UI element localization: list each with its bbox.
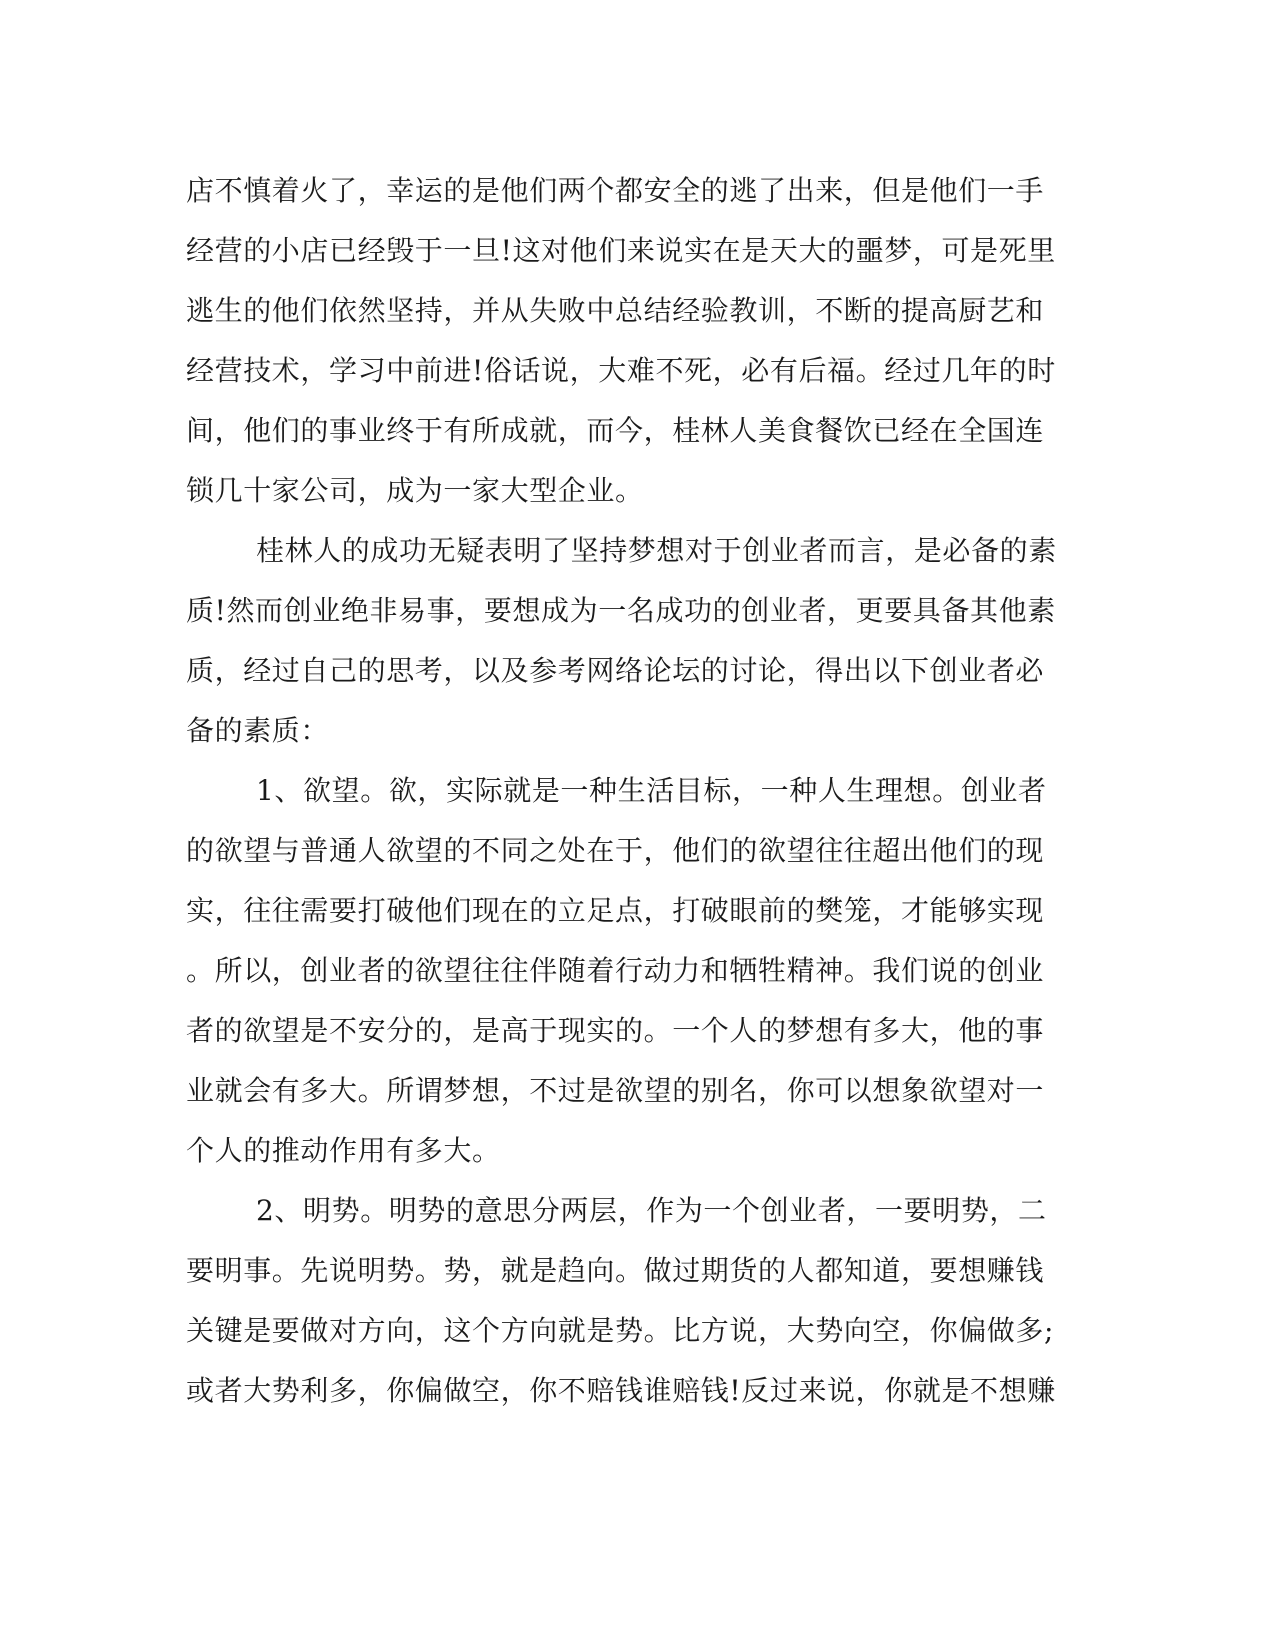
text-line: 业就会有多大。所谓梦想，不过是欲望的别名，你可以想象欲望对一: [186, 1074, 1045, 1107]
text-line: 要明事。先说明势。势，就是趋向。做过期货的人都知道，要想赚钱: [186, 1254, 1045, 1287]
paragraph-start-line: 2、明势。明势的意思分两层，作为一个创业者，一要明势，二: [256, 1194, 1047, 1227]
text-line: 店不慎着火了，幸运的是他们两个都安全的逃了出来，但是他们一手: [186, 174, 1045, 207]
text-line: 实，往往需要打破他们现在的立足点，打破眼前的樊笼，才能够实现: [186, 894, 1045, 927]
text-line: 质!然而创业绝非易事，要想成为一名成功的创业者，更要具备其他素: [186, 594, 1056, 627]
text-line: 的欲望与普通人欲望的不同之处在于，他们的欲望往往超出他们的现: [186, 834, 1045, 867]
text-line: 锁几十家公司，成为一家大型企业。: [186, 474, 644, 507]
paragraph-start-line: 桂林人的成功无疑表明了坚持梦想对于创业者而言，是必备的素: [256, 534, 1057, 567]
text-line: 经营技术，学习中前进!俗话说，大难不死，必有后福。经过几年的时: [186, 354, 1056, 387]
text-line: 关键是要做对方向，这个方向就是势。比方说，大势向空，你偏做多;: [186, 1314, 1055, 1347]
text-line: 者的欲望是不安分的，是高于现实的。一个人的梦想有多大，他的事: [186, 1014, 1045, 1047]
text-line: 经营的小店已经毁于一旦!这对他们来说实在是天大的噩梦，可是死里: [186, 234, 1056, 267]
document-body: [186, 161, 1066, 1421]
text-line: 质，经过自己的思考，以及参考网络论坛的讨论，得出以下创业者必: [186, 654, 1045, 687]
text-line: 备的素质：: [186, 714, 330, 747]
text-line: 或者大势利多，你偏做空，你不赔钱谁赔钱!反过来说，你就是不想赚: [186, 1374, 1056, 1407]
text-line: 逃生的他们依然坚持，并从失败中总结经验教训，不断的提高厨艺和: [186, 294, 1045, 327]
paragraph-start-line: 1、欲望。欲，实际就是一种生活目标，一种人生理想。创业者: [256, 774, 1047, 807]
text-line: 个人的推动作用有多大。: [186, 1134, 501, 1167]
text-line: 。所以，创业者的欲望往往伴随着行动力和牺牲精神。我们说的创业: [186, 954, 1045, 987]
text-line: 间，他们的事业终于有所成就，而今，桂林人美食餐饮已经在全国连: [186, 414, 1045, 447]
